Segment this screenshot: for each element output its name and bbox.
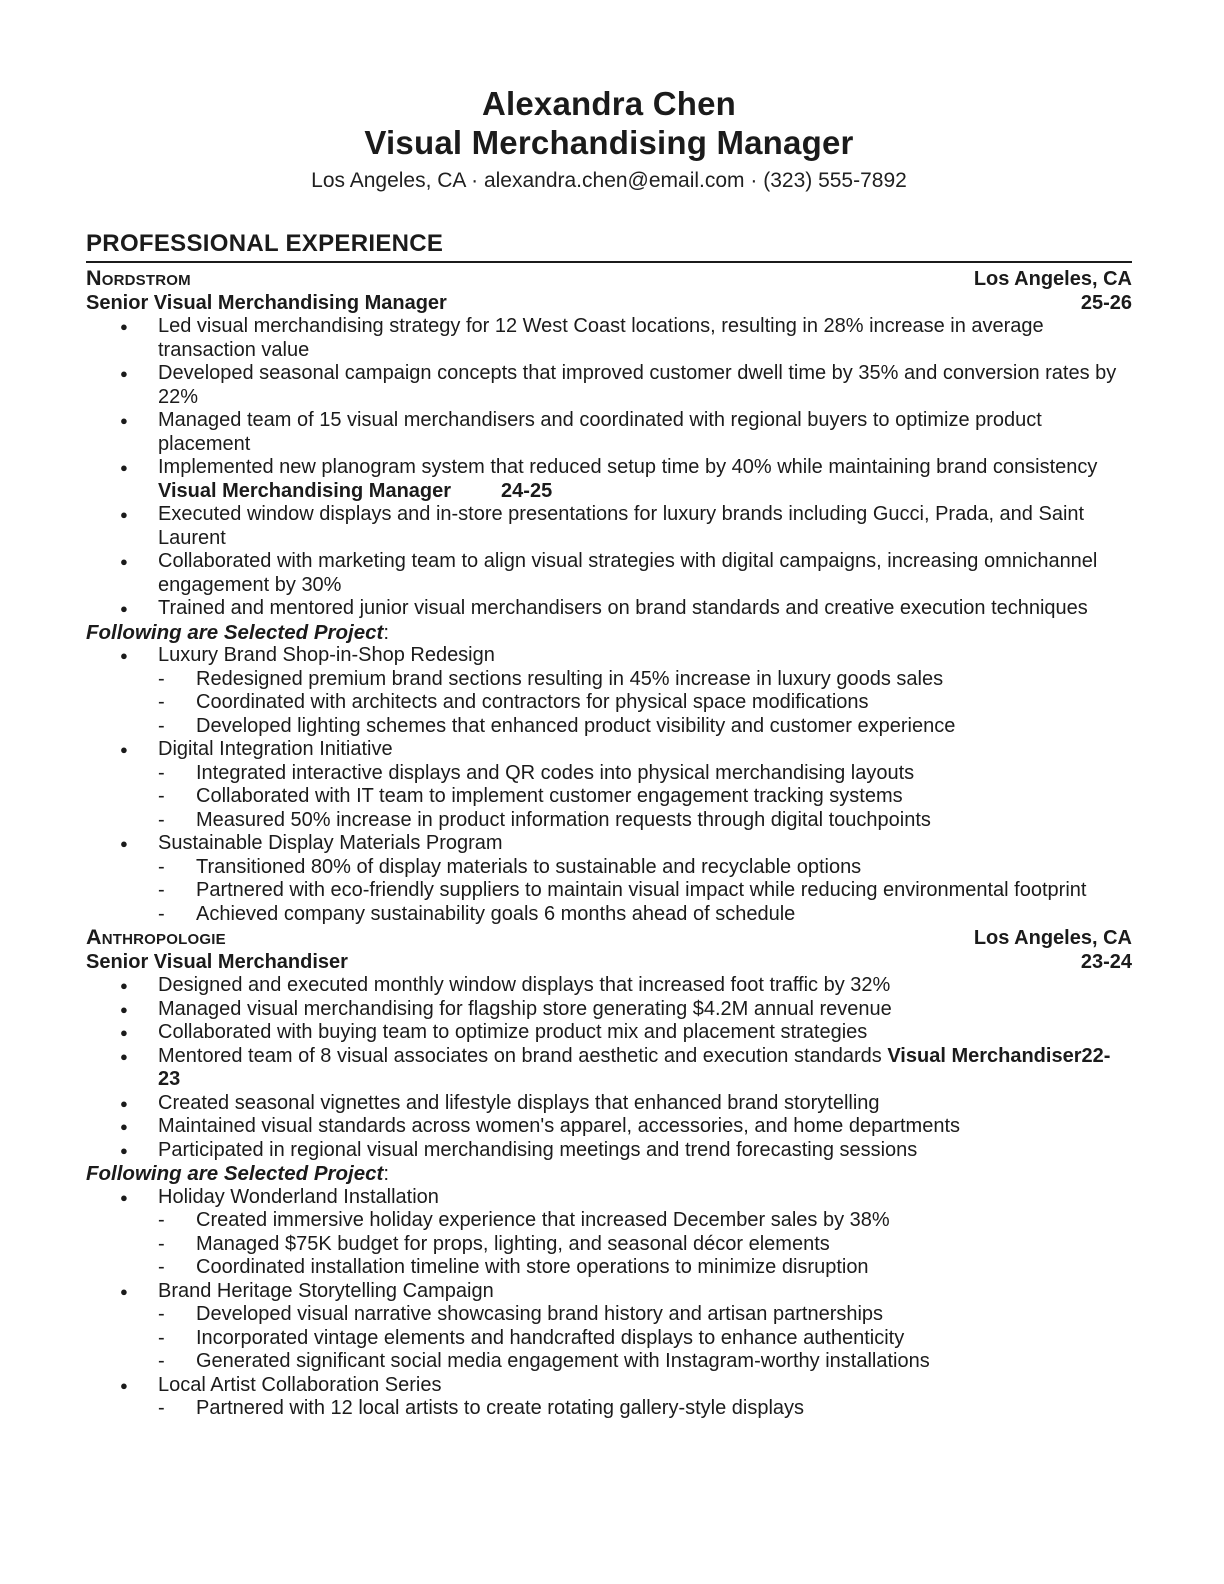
- dash-icon: -: [158, 902, 165, 925]
- project-item: [86, 644, 1132, 668]
- project-item: [86, 738, 1132, 762]
- dash-icon: -: [158, 691, 165, 713]
- dash-icon: -: [158, 714, 165, 737]
- bullet-dot-icon: ●: [120, 1142, 128, 1158]
- project-detail: [86, 809, 1132, 833]
- bullet-dot-icon: ●: [120, 554, 128, 569]
- project-detail: [86, 1233, 1132, 1257]
- bullet-dot-icon: ●: [120, 319, 128, 334]
- resume-header: [86, 84, 1132, 194]
- dash-icon: -: [158, 1256, 165, 1278]
- bullet-dot-icon: ●: [120, 1119, 128, 1134]
- bullet-dot-icon: ●: [120, 601, 128, 616]
- project-detail: [86, 1327, 1132, 1351]
- bullet-dot-icon: ●: [120, 1001, 128, 1017]
- project-detail-text: Coordinated with architects and contractors for physical space modifications: [196, 691, 869, 713]
- project-detail-text: Generated significant social media engagement with Instagram-worthy installations: [196, 1350, 930, 1372]
- company-name: Nordstrom: [86, 266, 191, 290]
- project-detail: [86, 1209, 1132, 1233]
- contact-line: Los Angeles, CA · alexandra.chen@email.com · (323) 555-7892: [311, 169, 907, 192]
- bullet-text-run: Implemented new planogram system that reduced setup time by 40% while maintaining brand consistency: [158, 456, 1098, 478]
- bullet-dot-icon: ●: [120, 460, 128, 475]
- jobs-container: [86, 267, 1132, 1421]
- candidate-title: Visual Merchandising Manager: [364, 124, 854, 161]
- project-detail: [86, 715, 1132, 739]
- project-item-text: Luxury Brand Shop-in-Shop Redesign: [158, 644, 495, 666]
- experience-bullet: [86, 362, 1132, 409]
- experience-bullet-text: Executed window displays and in-store presentations for luxury brands including Gucci, Prada, and Saint Laurent: [158, 503, 1085, 549]
- dash-icon: -: [158, 1326, 165, 1349]
- project-item: [86, 1280, 1132, 1304]
- dash-icon: -: [158, 1303, 165, 1325]
- bullet-dot-icon: ●: [120, 1048, 128, 1064]
- experience-bullet: [86, 1021, 1132, 1045]
- selected-projects-heading-text: Following are Selected Project: [86, 1162, 384, 1185]
- experience-bullet-text: Collaborated with marketing team to align visual strategies with digital campaigns, increasing omnichannel engagement by 30%: [158, 550, 1098, 596]
- project-item: [86, 1186, 1132, 1210]
- bullet-dot-icon: ●: [120, 1095, 128, 1111]
- experience-bullet: [86, 550, 1132, 597]
- dash-icon: -: [158, 785, 165, 807]
- bullet-dot-icon: ●: [120, 836, 128, 851]
- job-block: [86, 926, 1132, 1421]
- project-item-text: Digital Integration Initiative: [158, 738, 393, 760]
- project-detail: [86, 879, 1132, 903]
- job-role-row: [86, 292, 1132, 316]
- project-detail: [86, 1256, 1132, 1280]
- experience-bullet-text: Participated in regional visual merchandising meetings and trend forecasting sessions: [158, 1138, 918, 1161]
- project-item-text: Brand Heritage Storytelling Campaign: [158, 1279, 494, 1302]
- experience-bullet-text: [158, 1045, 1132, 1092]
- selected-projects-heading: [86, 621, 1132, 645]
- job-dates: 25-26: [1080, 291, 1132, 314]
- bullet-dot-icon: ●: [120, 507, 128, 522]
- project-detail: [86, 1303, 1132, 1327]
- experience-bullet-text: Developed seasonal campaign concepts that improved customer dwell time by 35% and conversion rates by 22%: [158, 362, 1117, 408]
- dash-icon: -: [158, 808, 165, 831]
- bullet-dot-icon: ●: [120, 1377, 128, 1393]
- bullet-dot-icon: ●: [120, 1283, 128, 1299]
- project-item-text: Sustainable Display Materials Program: [158, 832, 503, 854]
- job-company-row: [86, 267, 1132, 292]
- selected-projects-heading-colon: :: [383, 1162, 390, 1185]
- project-item: [86, 832, 1132, 856]
- project-detail: [86, 785, 1132, 809]
- job-block: [86, 267, 1132, 926]
- experience-bullet: [86, 456, 1132, 503]
- experience-bullet-text: Designed and executed monthly window displays that increased foot traffic by 32%: [158, 974, 891, 996]
- experience-bullet: [86, 597, 1132, 621]
- project-detail: [86, 762, 1132, 786]
- project-detail-text: Managed $75K budget for props, lighting, and seasonal décor elements: [196, 1232, 830, 1255]
- bullet-dot-icon: ●: [120, 366, 128, 381]
- dash-icon: -: [158, 1209, 165, 1231]
- selected-projects-heading-colon: :: [383, 620, 390, 644]
- experience-bullet-text: Managed team of 15 visual merchandisers and coordinated with regional buyers to optimize product placement: [158, 409, 1042, 455]
- job-location: Los Angeles, CA: [973, 927, 1132, 949]
- project-detail-text: Developed lighting schemes that enhanced product visibility and customer experience: [196, 714, 956, 737]
- project-item: [86, 1374, 1132, 1398]
- dash-icon: -: [158, 1397, 165, 1419]
- experience-bullet-text: Created seasonal vignettes and lifestyle displays that enhanced brand storytelling: [158, 1091, 880, 1114]
- experience-bullet: [86, 1092, 1132, 1116]
- job-role: Senior Visual Merchandising Manager: [86, 291, 447, 314]
- dash-icon: -: [158, 1350, 165, 1372]
- project-detail: [86, 903, 1132, 927]
- experience-bullet-text: Trained and mentored junior visual merchandisers on brand standards and creative execution techniques: [158, 597, 1088, 619]
- experience-bullet: [86, 998, 1132, 1022]
- bullet-text-run: Mentored team of 8 visual associates on brand aesthetic and execution standards: [158, 1044, 888, 1067]
- dash-icon: -: [158, 879, 165, 901]
- dash-icon: -: [158, 667, 165, 690]
- selected-projects-heading: [86, 1162, 1132, 1186]
- job-dates: 23-24: [1080, 950, 1132, 973]
- dash-icon: -: [158, 855, 165, 878]
- experience-bullet-text: [158, 456, 1132, 503]
- project-detail-text: Partnered with eco-friendly suppliers to maintain visual impact while reducing environmental footprint: [196, 879, 1087, 901]
- bullet-dot-icon: ●: [120, 978, 128, 993]
- project-detail: [86, 1350, 1132, 1374]
- project-detail: [86, 691, 1132, 715]
- experience-bullet-text: Managed visual merchandising for flagship store generating $4.2M annual revenue: [158, 997, 892, 1020]
- bullet-dot-icon: ●: [120, 648, 128, 663]
- project-item-text: Holiday Wonderland Installation: [158, 1185, 439, 1208]
- project-detail-text: Integrated interactive displays and QR codes into physical merchandising layouts: [196, 761, 915, 784]
- project-detail-text: Achieved company sustainability goals 6 months ahead of schedule: [196, 902, 796, 925]
- experience-bullet: [86, 503, 1132, 550]
- experience-bullet-text: Collaborated with buying team to optimize product mix and placement strategies: [158, 1021, 868, 1043]
- project-item-text: Local Artist Collaboration Series: [158, 1373, 442, 1396]
- experience-bullet: [86, 1115, 1132, 1139]
- project-detail-text: Collaborated with IT team to implement customer engagement tracking systems: [196, 785, 903, 807]
- experience-bullet: [86, 409, 1132, 456]
- project-detail-text: Partnered with 12 local artists to create rotating gallery-style displays: [196, 1397, 805, 1419]
- project-detail-text: Created immersive holiday experience that increased December sales by 38%: [196, 1209, 890, 1231]
- experience-bullet: [86, 1139, 1132, 1163]
- job-role: Senior Visual Merchandiser: [86, 950, 348, 973]
- project-detail: [86, 856, 1132, 880]
- bullet-text-bold-run: Visual Merchandiser22-23: [158, 1044, 1111, 1090]
- project-detail-text: Measured 50% increase in product information requests through digital touchpoints: [196, 808, 931, 831]
- project-detail-text: Incorporated vintage elements and handcrafted displays to enhance authenticity: [196, 1326, 905, 1349]
- job-location: Los Angeles, CA: [973, 268, 1132, 290]
- experience-bullet: [86, 1045, 1132, 1092]
- bullet-dot-icon: ●: [120, 1189, 128, 1205]
- project-detail-text: Redesigned premium brand sections resulting in 45% increase in luxury goods sales: [196, 667, 944, 690]
- selected-projects-heading-text: Following are Selected Project: [86, 620, 384, 644]
- project-detail: [86, 1397, 1132, 1421]
- section-title-professional-experience: PROFESSIONAL EXPERIENCE: [86, 230, 1132, 263]
- bullet-dot-icon: ●: [120, 742, 128, 757]
- experience-bullet: [86, 315, 1132, 362]
- bullet-dot-icon: ●: [120, 413, 128, 428]
- dash-icon: -: [158, 761, 165, 784]
- project-detail-text: Transitioned 80% of display materials to sustainable and recyclable options: [196, 855, 862, 878]
- job-role-row: [86, 951, 1132, 975]
- bullet-text-bold-run: Visual Merchandising Manager: [158, 479, 452, 502]
- experience-bullet: [86, 974, 1132, 998]
- job-company-row: [86, 926, 1132, 951]
- project-detail: [86, 668, 1132, 692]
- experience-bullet-text: Maintained visual standards across women's apparel, accessories, and home departments: [158, 1115, 961, 1137]
- company-name: Anthropologie: [86, 925, 226, 949]
- dash-icon: -: [158, 1232, 165, 1255]
- candidate-name: Alexandra Chen: [481, 85, 737, 122]
- project-detail-text: Coordinated installation timeline with store operations to minimize disruption: [196, 1256, 869, 1278]
- project-detail-text: Developed visual narrative showcasing brand history and artisan partnerships: [196, 1303, 884, 1325]
- bullet-dot-icon: ●: [120, 1025, 128, 1040]
- experience-bullet-text: Led visual merchandising strategy for 12 West Coast locations, resulting in 28% increase in average transaction value: [158, 315, 1044, 361]
- bullet-text-bold-run: 24-25: [501, 479, 553, 502]
